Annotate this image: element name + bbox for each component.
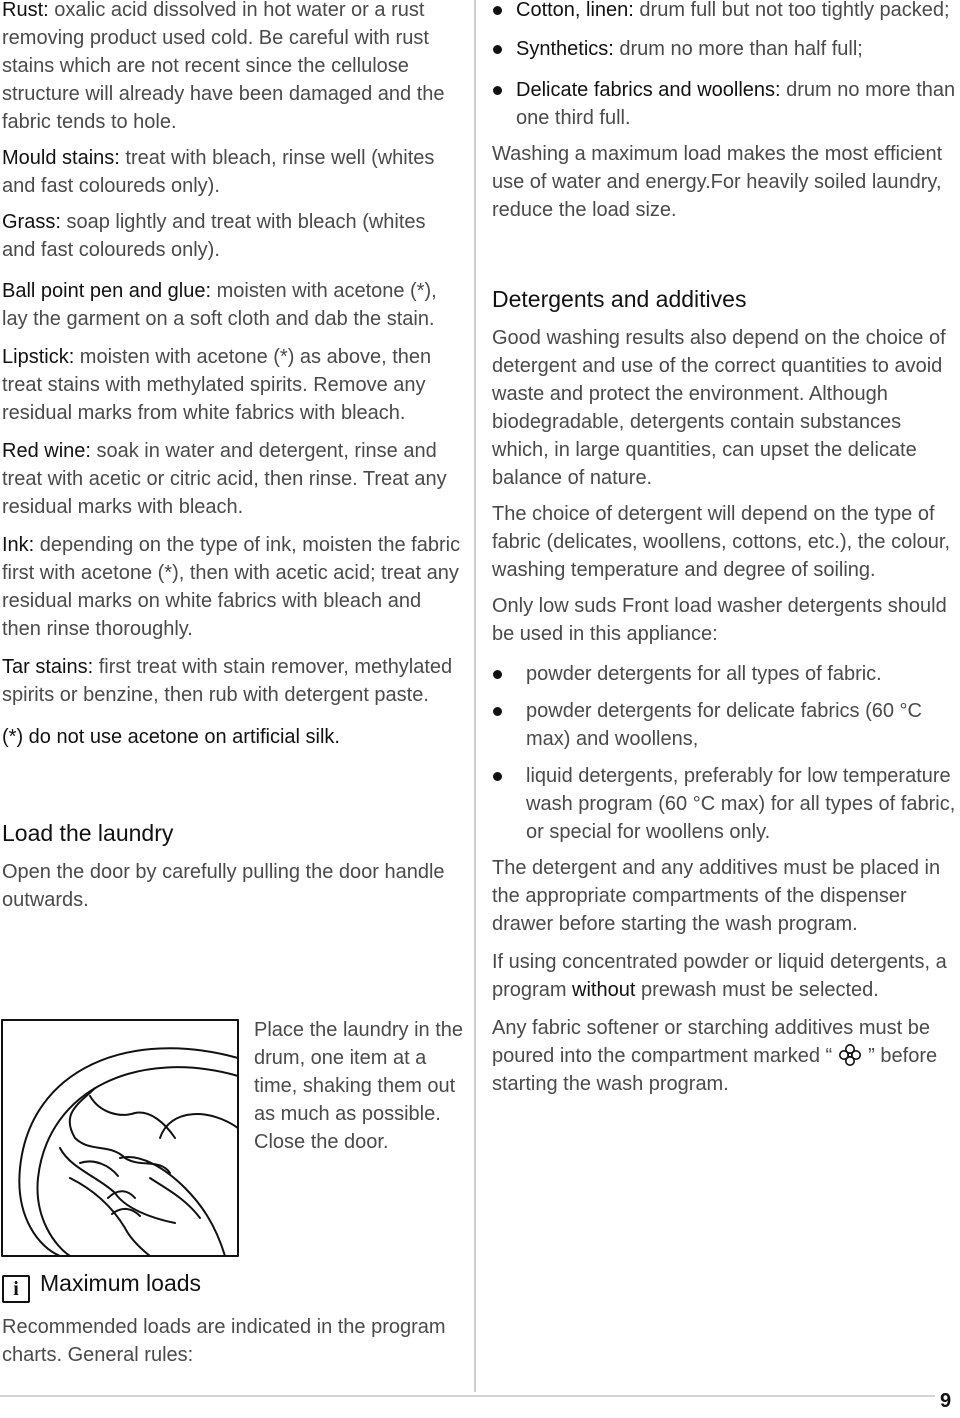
wine-term: Red wine: bbox=[2, 440, 91, 462]
bullet-term: Delicate fabrics and woollens: bbox=[516, 79, 781, 101]
p5-text-a: If using concentrated powder or liquid detergents, a program bbox=[492, 951, 947, 1001]
place-laundry-text: Place the laundry in the drum, one item at a time, shaking them out as much as possible. Close the door. bbox=[254, 1019, 464, 1153]
mould-term: Mould stains: bbox=[2, 147, 120, 169]
detergent-bullet-list bbox=[492, 660, 960, 846]
right-column bbox=[492, 0, 960, 1098]
p6-text-a: Any fabric softener or starching additives must be poured into the compartment marked “ bbox=[492, 1017, 930, 1067]
lipstick-text: moisten with acetone (*) as above, then treat stains with methylated spirits. Remove any residual marks from white fabrics with bleach. bbox=[2, 346, 432, 424]
grass-paragraph bbox=[2, 208, 464, 264]
info-icon: i bbox=[2, 1275, 30, 1303]
left-column bbox=[2, 0, 464, 914]
detergents-p1: Good washing results also depend on the choice of detergent and use of the correct quantities to avoid waste and protect the environment. Although biodegradable, detergents contain substances which, in large quantities, can upset the delicate balance of nature. bbox=[492, 327, 946, 489]
maximum-loads-text: Recommended loads are indicated in the program charts. General rules: bbox=[2, 1316, 446, 1366]
p5-text-c: prewash must be selected. bbox=[635, 979, 879, 1001]
list-item: liquid detergents, preferably for low temperature wash program (60 °C max) for all types of fabric, or special for woollens only. bbox=[492, 762, 960, 846]
tar-term: Tar stains: bbox=[2, 656, 94, 678]
lipstick-term: Lipstick: bbox=[2, 346, 75, 368]
list-item: powder detergents for all types of fabric. bbox=[492, 660, 960, 688]
pen-text: moisten with acetone (*), lay the garment on a soft cloth and dab the stain. bbox=[2, 280, 437, 330]
bullet-term: Synthetics: bbox=[516, 38, 614, 60]
bullet-text: drum no more than one third full. bbox=[516, 79, 956, 129]
grass-text: soap lightly and treat with bleach (whites and fast coloureds only). bbox=[2, 211, 426, 261]
detergents-p2: The choice of detergent will depend on the type of fabric (delicates, woollens, cottons, etc.), the colour, washing temperature and degree of soiling. bbox=[492, 503, 950, 581]
max-load-text: Washing a maximum load makes the most efficient use of water and energy.For heavily soiled laundry, reduce the load size. bbox=[492, 143, 943, 221]
ink-paragraph bbox=[2, 531, 464, 643]
pen-term: Ball point pen and glue: bbox=[2, 280, 212, 302]
acetone-note: (*) do not use acetone on artificial silk. bbox=[2, 726, 340, 748]
list-item bbox=[492, 0, 960, 24]
bullet-text: drum no more than half full; bbox=[613, 38, 863, 60]
rust-paragraph bbox=[2, 0, 464, 136]
tar-paragraph bbox=[2, 653, 464, 709]
p5-emphasis: without bbox=[572, 979, 636, 1001]
detergents-p4: The detergent and any additives must be placed in the appropriate compartments of the dispenser drawer before starting the wash program. bbox=[492, 857, 941, 935]
mould-text: treat with bleach, rinse well (whites and fast coloureds only). bbox=[2, 147, 435, 197]
rust-term: Rust: bbox=[2, 0, 49, 21]
load-bullet-list bbox=[492, 0, 960, 132]
ink-text: depending on the type of ink, moisten the fabric first with acetone (*), then with acetic acid; treat any residual marks on white fabrics with bleach and then rinse thoroughly. bbox=[2, 534, 461, 640]
detergents-p6 bbox=[492, 1014, 960, 1098]
pen-paragraph bbox=[2, 277, 464, 333]
page-number: 9 bbox=[940, 1390, 952, 1412]
p6-text-b: ” before starting the wash program. bbox=[492, 1045, 938, 1095]
bullet-text: drum full but not too tightly packed; bbox=[633, 0, 950, 21]
list-item bbox=[492, 76, 960, 132]
wine-paragraph bbox=[2, 437, 464, 521]
grass-term: Grass: bbox=[2, 211, 61, 233]
ink-term: Ink: bbox=[2, 534, 35, 556]
wine-text: soak in water and detergent, rinse and treat with acetic or citric acid, then rinse. Treat any residual marks with bleach. bbox=[2, 440, 447, 518]
maximum-loads-heading bbox=[2, 1268, 464, 1303]
footer-rule bbox=[0, 1395, 935, 1397]
rust-text: oxalic acid dissolved in hot water or a rust removing product used cold. Be careful with rust stains which are not recent since the cellulose structure will already have been damaged and the fabric tends to hole. bbox=[2, 0, 445, 133]
place-laundry-note bbox=[254, 1016, 469, 1156]
mould-paragraph bbox=[2, 144, 464, 200]
bullet-term: Cotton, linen: bbox=[516, 0, 634, 21]
load-laundry-heading: Load the laundry bbox=[2, 820, 174, 846]
detergents-p3: Only low suds Front load washer detergents should be used in this appliance: bbox=[492, 595, 947, 645]
load-laundry-text: Open the door by carefully pulling the door handle outwards. bbox=[2, 861, 445, 911]
detergents-p5 bbox=[492, 948, 960, 1004]
list-item bbox=[492, 35, 960, 63]
maximum-loads-title: Maximum loads bbox=[40, 1270, 202, 1296]
detergents-heading: Detergents and additives bbox=[492, 286, 747, 312]
loading-drum-illustration bbox=[0, 1018, 240, 1258]
flower-icon bbox=[838, 1043, 862, 1067]
lipstick-paragraph bbox=[2, 343, 464, 427]
tar-text: first treat with stain remover, methylated spirits or benzine, then rub with detergent paste. bbox=[2, 656, 453, 706]
list-item: powder detergents for delicate fabrics (60 °C max) and woollens, bbox=[492, 697, 960, 753]
column-divider bbox=[474, 0, 476, 1392]
maximum-loads-section bbox=[2, 1268, 464, 1369]
